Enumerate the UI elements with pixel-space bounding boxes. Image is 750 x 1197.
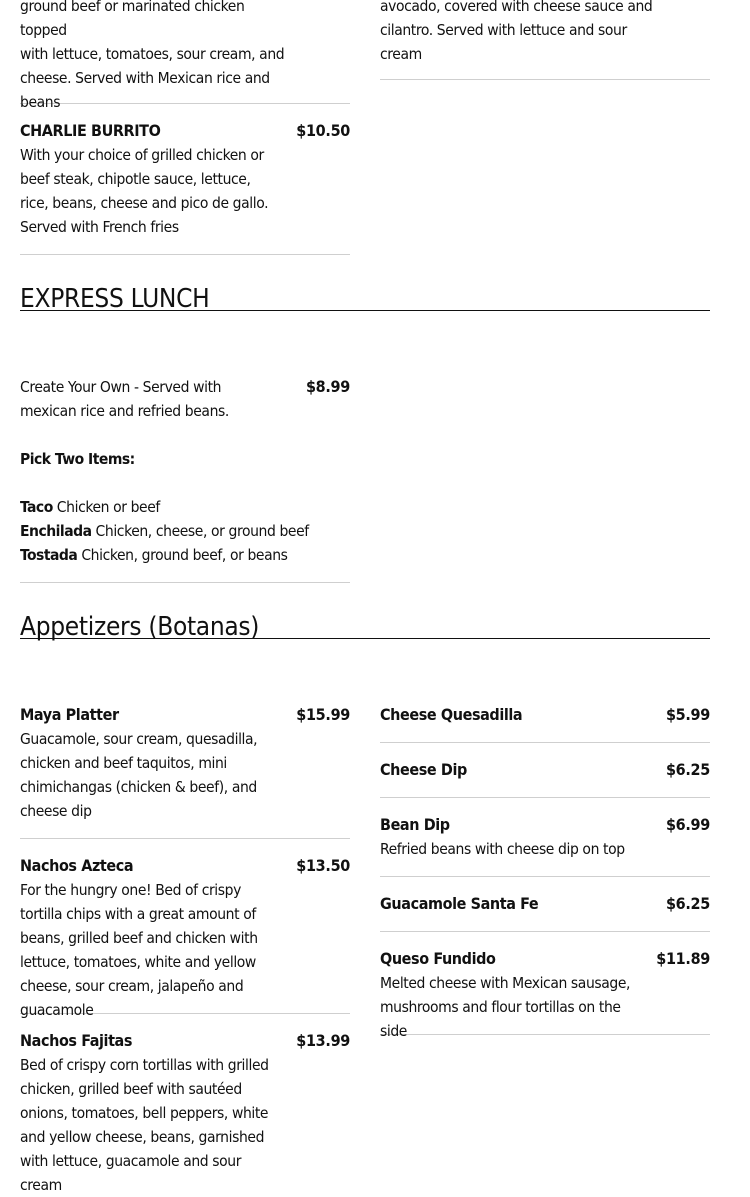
menu-item-price: $13.99 xyxy=(296,1031,350,1050)
description-line: cilantro. Served with lettuce and sour xyxy=(380,21,627,39)
spacer xyxy=(20,471,350,495)
menu-item-description: Guacamole, sour cream, quesadilla, chicken and beef taquitos, mini chimichangas (chicken & beef), and cheese dip xyxy=(20,730,258,820)
menu-item-description: With your choice of grilled chicken or beef steak, chipotle sauce, lettuce, rice, beans, cheese and pico de gallo. Served with French fries xyxy=(20,146,269,236)
description-line: avocado, covered with cheese sauce and xyxy=(380,0,653,15)
menu-item-name: Bean Dip xyxy=(380,815,450,834)
menu-item-name: Cheese Quesadilla xyxy=(380,705,523,724)
pick-two-label: Pick Two Items: xyxy=(20,450,135,468)
description-line: ground beef or marinated chicken topped xyxy=(20,0,245,39)
option-enchilada: Enchilada Chicken, cheese, or ground beef xyxy=(20,522,309,540)
menu-item-price: $10.50 xyxy=(296,121,350,140)
menu-item-description: Melted cheese with Mexican sausage, mushrooms and flour tortillas on the side xyxy=(380,974,631,1040)
section-title-appetizers xyxy=(20,610,710,642)
option-taco: Taco Chicken or beef xyxy=(20,498,160,516)
menu-item-name: CHARLIE BURRITO xyxy=(20,121,161,140)
menu-item-maya-platter xyxy=(20,703,350,839)
menu-item-nachos-fajitas xyxy=(20,1029,350,1194)
menu-item-nachos-azteca xyxy=(20,854,350,1019)
menu-item-name: Cheese Dip xyxy=(380,760,467,779)
description-line: cream xyxy=(380,45,422,63)
menu-item-description: Refried beans with cheese dip on top xyxy=(380,840,625,858)
spacer xyxy=(20,423,350,447)
menu-item-price: $6.99 xyxy=(665,815,710,834)
menu-item-charlie-burrito xyxy=(20,119,350,255)
menu-item-description xyxy=(20,0,290,114)
menu-item-name: Nachos Fajitas xyxy=(20,1031,133,1050)
description-line: cheese. Served with Mexican rice and xyxy=(20,69,270,87)
menu-item-continued-left xyxy=(20,0,350,111)
menu-item-guacamole-santa-fe xyxy=(380,892,710,932)
menu-item-bean-dip xyxy=(380,813,710,877)
menu-item-price: $8.99 xyxy=(305,377,350,396)
section-title-text: Appetizers (Botanas) xyxy=(20,612,260,642)
menu-item-express-lunch xyxy=(20,375,350,583)
menu-item-description: For the hungry one! Bed of crispy tortilla chips with a great amount of beans, grilled beef and chicken with lettuce, tomatoes, white and yellow cheese, sour cream, jalapeño and guacamole xyxy=(20,881,258,1019)
section-title-express-lunch xyxy=(20,282,710,314)
menu-item-name: Queso Fundido xyxy=(380,949,496,968)
menu-item-cheese-dip xyxy=(380,758,710,798)
menu-item-description: Create Your Own - Served with mexican rice and refried beans. xyxy=(20,378,229,420)
description-line: with lettuce, tomatoes, sour cream, and xyxy=(20,45,285,63)
menu-item-price: $5.99 xyxy=(665,705,710,724)
menu-item-name: Maya Platter xyxy=(20,705,119,724)
menu-item-cheese-quesadilla xyxy=(380,703,710,743)
option-tostada: Tostada Chicken, ground beef, or beans xyxy=(20,546,288,564)
menu-item-continued-right xyxy=(380,0,710,80)
menu-item-price: $6.25 xyxy=(665,760,710,779)
menu-item-description xyxy=(380,0,660,66)
menu-item-queso-fundido xyxy=(380,947,710,1040)
menu-item-price: $13.50 xyxy=(296,856,350,875)
menu-item-price: $11.89 xyxy=(656,949,710,968)
menu-item-price: $15.99 xyxy=(296,705,350,724)
menu-item-description: Bed of crispy corn tortillas with grilled chicken, grilled beef with sautéed onions, tomatoes, bell peppers, white and yellow cheese, beans, garnished with lettuce, guacamole and sour cream xyxy=(20,1056,269,1194)
menu-item-name: Guacamole Santa Fe xyxy=(380,894,539,913)
description-line: beans xyxy=(20,93,61,111)
menu-item-price: $6.25 xyxy=(665,894,710,913)
section-title-text: EXPRESS LUNCH xyxy=(20,284,210,314)
menu-item-name: Nachos Azteca xyxy=(20,856,134,875)
